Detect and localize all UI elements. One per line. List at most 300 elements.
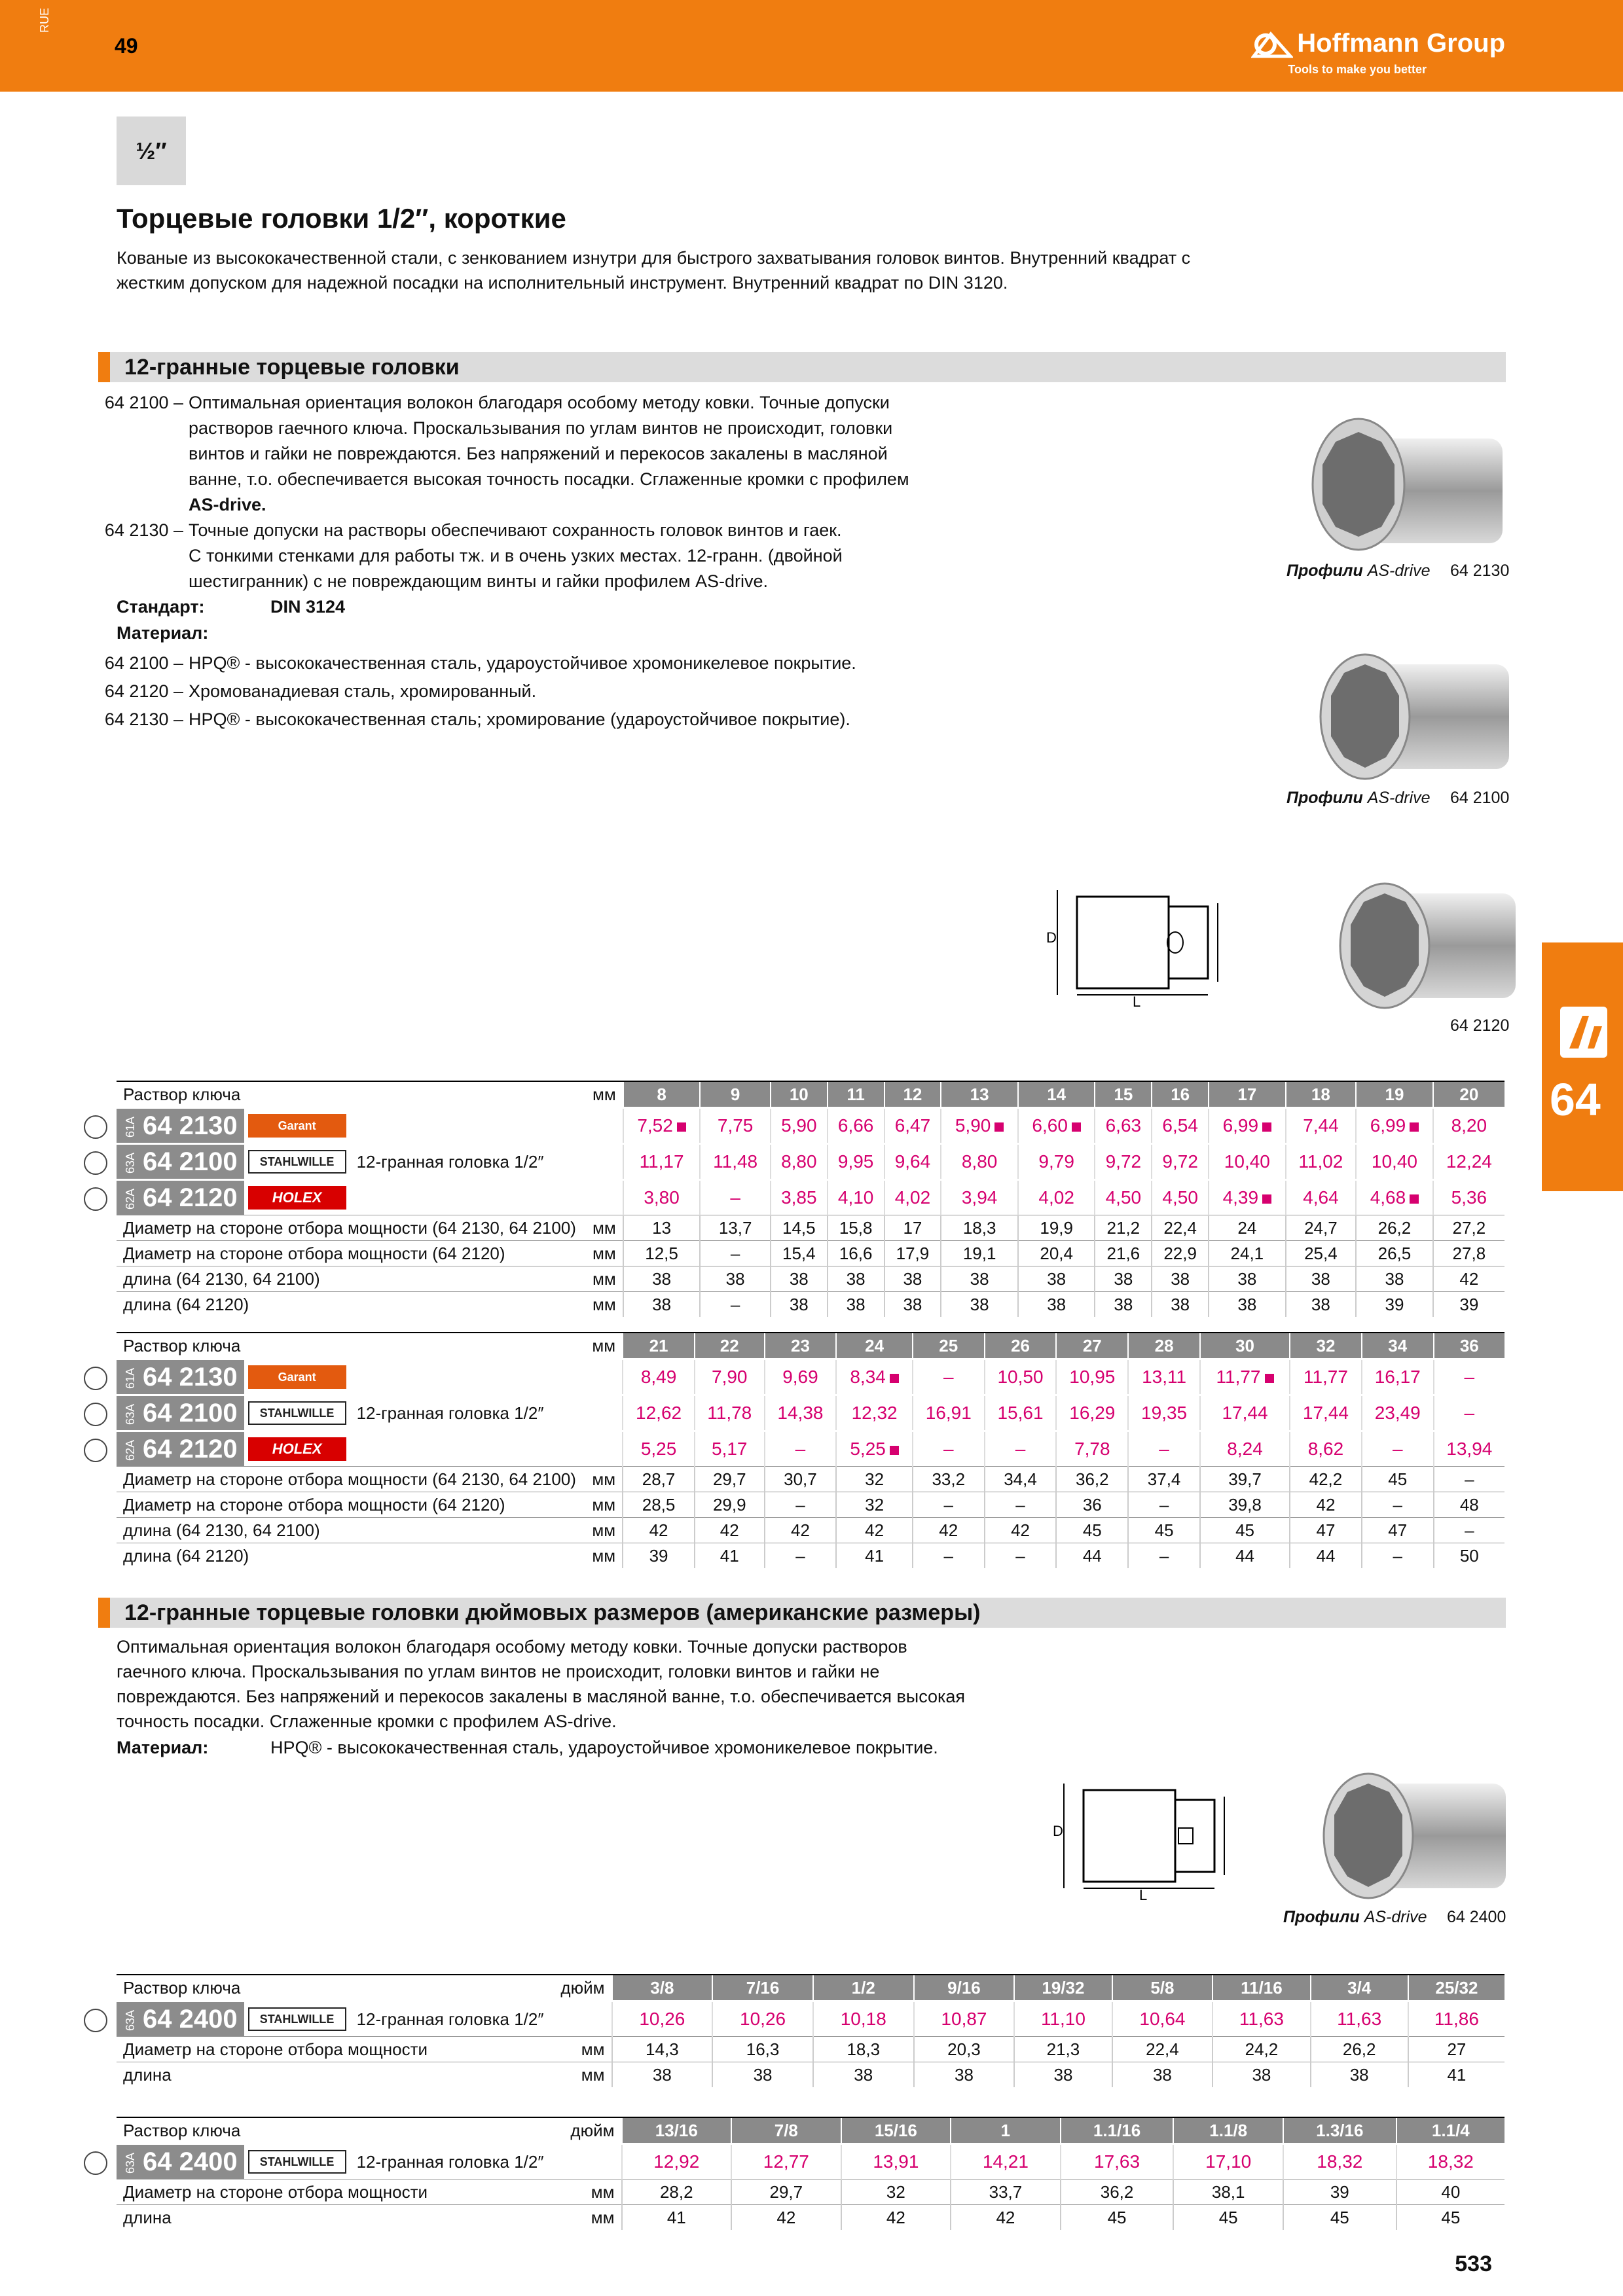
spec-value: 37,4: [1128, 1467, 1200, 1492]
price-value: 5,90: [781, 1115, 817, 1136]
product-name: 12-гранная головка 1/2″: [356, 2009, 544, 2029]
stock-marker: [1410, 1194, 1419, 1204]
spec-row: [117, 1266, 1504, 1292]
spec-value: 32: [841, 2179, 951, 2205]
dimension-drawing-inch: [1048, 1770, 1244, 1901]
brand-logo: Garant: [248, 1365, 346, 1389]
product-code-text: 64 2100: [143, 1147, 238, 1176]
product-cell: [117, 2001, 612, 2037]
price-cell: [1056, 1359, 1128, 1395]
stock-marker: [1262, 1122, 1271, 1132]
price-value: 4,39: [1222, 1187, 1259, 1208]
spec-value: 38: [1356, 1266, 1433, 1292]
price-cell: [612, 2001, 713, 2037]
price-value: 13,94: [1446, 1439, 1493, 1459]
product-code-text: 64 2400: [143, 2005, 238, 2034]
price-cell: [813, 2001, 914, 2037]
price-cell: [836, 1395, 913, 1431]
spec-value: 45: [1283, 2205, 1396, 2231]
item-code: 64 2130 –: [104, 520, 183, 540]
price-value: 10,87: [941, 2009, 987, 2029]
price-value: 11,86: [1434, 2009, 1479, 2029]
spec-value: 30,7: [765, 1467, 837, 1492]
price-value: 11,78: [707, 1403, 752, 1423]
size-cell: 25: [913, 1333, 985, 1359]
price-value: 5,17: [712, 1439, 748, 1459]
price-value: –: [1159, 1439, 1169, 1459]
size-table-1: [117, 1081, 1504, 1317]
price-value: 11,77: [1303, 1367, 1348, 1387]
spec-value: 48: [1434, 1492, 1504, 1518]
price-value: 10,40: [1224, 1151, 1270, 1172]
spec-value: 42: [913, 1518, 985, 1543]
price-value: 11,10: [1040, 2009, 1085, 2029]
page-number-right: 533: [1455, 2251, 1492, 2276]
image-caption: Профили AS-drive: [1286, 789, 1431, 807]
price-value: 14,38: [777, 1403, 824, 1423]
spec-row: [117, 1241, 1504, 1266]
spec-value: 33,7: [951, 2179, 1061, 2205]
price-value: 11,77: [1216, 1367, 1261, 1387]
price-value: 8,80: [961, 1151, 998, 1172]
size-cell: 11/16: [1213, 1975, 1310, 2001]
spec-unit: мм: [503, 2205, 622, 2231]
price-cell: [985, 1395, 1057, 1431]
svg-text:D: D: [1053, 1823, 1063, 1839]
product-cell: [117, 1180, 623, 1215]
price-value: 7,52: [637, 1115, 673, 1136]
price-cell: [1128, 1431, 1200, 1467]
price-cell: [1128, 1395, 1200, 1431]
product-identity: [117, 1432, 622, 1466]
product-row: [117, 1359, 1504, 1395]
spec-value: 12,5: [623, 1241, 701, 1266]
size-cell: 1.3/16: [1283, 2117, 1396, 2144]
price-cell: [700, 1108, 771, 1144]
spec-value: 39: [1356, 1292, 1433, 1318]
size-cell: 1.1/16: [1061, 2117, 1174, 2144]
spec-value: –: [1128, 1492, 1200, 1518]
price-value: 5,90: [955, 1115, 991, 1136]
price-cell: [941, 1180, 1018, 1215]
price-cell: [623, 1359, 695, 1395]
material-text: HPQ® - высококачественная сталь, ударoустойчивое хромоникелевое покрытие.: [189, 653, 856, 673]
price-cell: [1362, 1359, 1434, 1395]
spec-row: [117, 2062, 1504, 2088]
spec-value: 17: [884, 1215, 941, 1241]
socket-image-642130: [1306, 412, 1516, 556]
price-cell: [1128, 1359, 1200, 1395]
spec-value: 47: [1290, 1518, 1362, 1543]
size-cell: 1/2: [813, 1975, 914, 2001]
spec-value: 38: [1112, 2062, 1213, 2088]
spec-unit: мм: [576, 1543, 623, 1569]
spec-value: 38: [884, 1292, 941, 1318]
spec-unit: мм: [576, 1467, 623, 1492]
product-cell: [117, 2144, 622, 2179]
section1-description: [20, 390, 1067, 757]
table-header-row: [117, 2117, 1504, 2144]
spec-value: 13,7: [700, 1215, 771, 1241]
spec-value: 42: [1433, 1266, 1504, 1292]
spec-value: 16,3: [712, 2037, 813, 2062]
size-cell: 19: [1356, 1081, 1433, 1108]
price-cell: [771, 1144, 828, 1180]
price-cell: [941, 1144, 1018, 1180]
price-cell: [836, 1359, 913, 1395]
size-cell: 9/16: [914, 1975, 1015, 2001]
spec-value: 45: [1056, 1518, 1128, 1543]
product-subcode: 62A: [124, 1188, 137, 1210]
price-cell: [1434, 1395, 1504, 1431]
spec-label: Диаметр на стороне отбора мощности: [117, 2179, 503, 2205]
product-subcode: 63A: [124, 2152, 137, 2174]
spec-value: 20,3: [914, 2037, 1015, 2062]
price-cell: [1433, 1108, 1504, 1144]
svg-text:D: D: [1046, 929, 1057, 946]
spec-label: длина: [117, 2205, 503, 2231]
size-cell: 14: [1018, 1081, 1095, 1108]
price-value: 9,64: [894, 1151, 931, 1172]
product-row: [117, 1108, 1504, 1144]
spec-value: 45: [1396, 2205, 1504, 2231]
select-radio[interactable]: [84, 1439, 107, 1462]
price-value: 6,60: [1032, 1115, 1068, 1136]
spec-value: 38: [1286, 1266, 1357, 1292]
spec-value: 44: [1290, 1543, 1362, 1569]
price-cell: [1290, 1395, 1362, 1431]
section-title: 12-гранные торцевые головки дюймовых размеров (американские размеры): [124, 1600, 981, 1625]
size-cell: 28: [1128, 1333, 1200, 1359]
spec-value: 24,2: [1213, 2037, 1310, 2062]
price-value: 11,63: [1239, 2009, 1284, 2029]
product-code-text: 64 2120: [143, 1435, 238, 1463]
price-cell: [1018, 1144, 1095, 1180]
spec-label: Диаметр на стороне отбора мощности (64 2120): [117, 1241, 576, 1266]
product-subcode: 61A: [124, 1367, 137, 1389]
section2-description: Оптимальная ориентация волокон благодаря особому методу ковки. Точные допуски растворов гаечного ключа. Проскальзывания по углам винтов не происходит, головки винтов и гайки не повреждаются. Без напряжений и перекосов закалены в масляной ванне, т.о. обеспечивается высокая точность посадки. Сглаженные кромки с профилем AS-drive.: [117, 1637, 966, 1731]
select-radio[interactable]: [84, 2151, 107, 2175]
spec-value: 38: [1095, 1266, 1152, 1292]
price-value: 4,10: [837, 1187, 874, 1208]
price-value: 4,50: [1162, 1187, 1198, 1208]
spec-value: 20,4: [1018, 1241, 1095, 1266]
standard-label: Стандарт:: [117, 597, 205, 617]
price-value: 16,29: [1069, 1403, 1116, 1423]
price-value: 4,02: [1038, 1187, 1074, 1208]
spec-row: [117, 2179, 1504, 2205]
table-header-row: [117, 1081, 1504, 1108]
price-value: 7,90: [712, 1367, 748, 1387]
product-cell: [117, 1144, 623, 1180]
header-unit: дюйм: [503, 2117, 622, 2144]
price-value: 8,80: [781, 1151, 817, 1172]
page-title: Торцевые головки 1/2″, короткие: [117, 203, 566, 234]
price-value: –: [795, 1439, 806, 1459]
spec-value: 41: [622, 2205, 732, 2231]
price-cell: [771, 1180, 828, 1215]
price-value: 8,62: [1307, 1439, 1344, 1459]
select-radio[interactable]: [84, 1151, 107, 1175]
price-cell: [1286, 1144, 1357, 1180]
header-label: Раствор ключа: [117, 1975, 503, 2001]
size-table-inch-2: [117, 2117, 1504, 2230]
spec-label: Диаметр на стороне отбора мощности (64 2130, 64 2100): [117, 1215, 576, 1241]
material-text: HPQ® - высококачественная сталь, ударoустойчивое хромоникелевое покрытие.: [270, 1738, 938, 1757]
size-cell: 7/8: [731, 2117, 841, 2144]
spec-value: 38: [712, 2062, 813, 2088]
spec-value: 42: [951, 2205, 1061, 2231]
price-cell: [1095, 1108, 1152, 1144]
price-value: 9,72: [1105, 1151, 1142, 1172]
price-value: 11,17: [639, 1151, 684, 1172]
size-cell: 1.1/4: [1396, 2117, 1504, 2144]
spec-value: 39,8: [1200, 1492, 1290, 1518]
product-code: [117, 2145, 244, 2179]
price-cell: [1290, 1431, 1362, 1467]
spec-value: –: [913, 1543, 985, 1569]
price-cell: [913, 1431, 985, 1467]
header-unit: дюйм: [503, 1975, 612, 2001]
size-cell: 3/4: [1311, 1975, 1408, 2001]
spec-value: 38: [1311, 2062, 1408, 2088]
image-caption-number: 64 2120: [1450, 1016, 1510, 1035]
spec-row: [117, 1292, 1504, 1318]
price-cell: [1209, 1144, 1286, 1180]
price-cell: [828, 1180, 884, 1215]
brand-logo: Garant: [248, 1114, 346, 1138]
brand-logo: STAHLWILLE: [248, 1150, 346, 1174]
spec-value: 26,2: [1311, 2037, 1408, 2062]
spec-value: 38: [884, 1266, 941, 1292]
spec-value: 28,7: [623, 1467, 695, 1492]
spec-value: 27,2: [1433, 1215, 1504, 1241]
price-value: 17,10: [1205, 2151, 1252, 2172]
spec-value: 38,1: [1173, 2179, 1283, 2205]
spec-value: 45: [1128, 1518, 1200, 1543]
price-cell: [765, 1431, 837, 1467]
product-code-text: 64 2130: [143, 1363, 238, 1391]
stock-marker: [1410, 1122, 1419, 1132]
spec-value: 26,2: [1356, 1215, 1433, 1241]
chapter-tab: [1542, 942, 1623, 1191]
price-cell: [695, 1395, 765, 1431]
stock-marker: [1265, 1374, 1274, 1383]
spec-label: длина (64 2120): [117, 1543, 576, 1569]
price-value: 3,94: [961, 1187, 998, 1208]
spec-value: –: [985, 1543, 1057, 1569]
spec-value: 34,4: [985, 1467, 1057, 1492]
price-value: 17,44: [1222, 1403, 1268, 1423]
price-value: 6,66: [837, 1115, 874, 1136]
spec-value: 28,5: [623, 1492, 695, 1518]
price-cell: [1356, 1144, 1433, 1180]
socket-image-642100: [1313, 645, 1516, 782]
material-text: HPQ® - высококачественная сталь; хромирование (ударoустойчивое покрытие).: [189, 709, 850, 729]
price-value: 6,63: [1105, 1115, 1142, 1136]
size-cell: 15/16: [841, 2117, 951, 2144]
intro-line: жестким допуском для надежной посадки на исполнительный инструмент. Внутренний квадрат по DIN 3120.: [117, 273, 1008, 293]
spec-value: 16,6: [828, 1241, 884, 1266]
spec-unit: мм: [576, 1492, 623, 1518]
brand-logo: STAHLWILLE: [248, 2150, 346, 2174]
page-number-left: 49: [115, 34, 138, 58]
product-cell: [117, 1359, 623, 1395]
price-cell: [1286, 1108, 1357, 1144]
price-cell: [1213, 2001, 1310, 2037]
product-subcode: 63A: [124, 2009, 137, 2031]
spec-value: 38: [612, 2062, 713, 2088]
size-cell: 17: [1209, 1081, 1286, 1108]
material-code: 64 2130 –: [104, 709, 183, 729]
spec-value: 38: [1152, 1292, 1209, 1318]
price-cell: [1362, 1395, 1434, 1431]
price-cell: [914, 2001, 1015, 2037]
spec-unit: мм: [503, 2037, 612, 2062]
price-cell: [1209, 1108, 1286, 1144]
product-code-text: 64 2120: [143, 1183, 238, 1212]
table-header-row: [117, 1333, 1504, 1359]
product-code: [117, 1181, 244, 1215]
size-cell: 3/8: [612, 1975, 713, 2001]
price-value: –: [943, 1439, 954, 1459]
brand-logo: HOLEX: [248, 1186, 346, 1210]
size-cell: 10: [771, 1081, 828, 1108]
price-cell: [700, 1180, 771, 1215]
size-cell: 36: [1434, 1333, 1504, 1359]
spec-value: 29,9: [695, 1492, 765, 1518]
price-cell: [1356, 1108, 1433, 1144]
price-value: –: [943, 1367, 954, 1387]
size-cell: 11: [828, 1081, 884, 1108]
spec-value: 38: [623, 1266, 701, 1292]
spec-value: 41: [836, 1543, 913, 1569]
select-radio[interactable]: [84, 1403, 107, 1426]
spec-label: Диаметр на стороне отбора мощности (64 2130, 64 2100): [117, 1467, 576, 1492]
spec-value: 38: [941, 1266, 1018, 1292]
material-code: 64 2100 –: [104, 653, 183, 673]
spec-value: 33,2: [913, 1467, 985, 1492]
product-identity: [117, 2002, 611, 2036]
price-cell: [1112, 2001, 1213, 2037]
spec-row: [117, 2205, 1504, 2231]
brand-logo: STAHLWILLE: [248, 1401, 346, 1425]
select-radio[interactable]: [84, 1115, 107, 1139]
spec-value: 17,9: [884, 1241, 941, 1266]
product-cell: [117, 1395, 623, 1431]
price-value: 7,75: [717, 1115, 754, 1136]
spec-value: 13: [623, 1215, 701, 1241]
spec-value: 27,8: [1433, 1241, 1504, 1266]
spec-value: 22,4: [1112, 2037, 1213, 2062]
spec-value: 38: [771, 1266, 828, 1292]
product-subcode: 63A: [124, 1152, 137, 1174]
product-name: 12-гранная головка 1/2″: [356, 1403, 544, 1423]
price-value: 7,44: [1303, 1115, 1339, 1136]
price-cell: [1434, 1359, 1504, 1395]
price-value: 18,32: [1317, 2151, 1363, 2172]
section-marker: [98, 1598, 110, 1628]
header-label: Раствор ключа: [117, 1333, 576, 1359]
price-cell: [985, 1359, 1057, 1395]
spec-label: Диаметр на стороне отбора мощности (64 2120): [117, 1492, 576, 1518]
spec-value: 38: [1018, 1292, 1095, 1318]
price-cell: [1018, 1180, 1095, 1215]
size-cell: 27: [1056, 1333, 1128, 1359]
size-cell: 7/16: [712, 1975, 813, 2001]
product-identity: [117, 1145, 623, 1179]
chapter-number: 64: [1550, 1074, 1601, 1125]
spec-value: 38: [1014, 2062, 1112, 2088]
price-cell: [1290, 1359, 1362, 1395]
image-caption-number: 64 2400: [1447, 1908, 1506, 1926]
spec-value: 38: [828, 1292, 884, 1318]
size-cell: 34: [1362, 1333, 1434, 1359]
spec-row: [117, 1215, 1504, 1241]
product-code: [117, 1432, 244, 1466]
select-radio[interactable]: [84, 1367, 107, 1390]
spec-unit: мм: [576, 1292, 623, 1318]
price-value: 16,17: [1374, 1367, 1421, 1387]
price-value: 10,64: [1139, 2009, 1186, 2029]
spec-value: 24: [1209, 1215, 1286, 1241]
spec-value: –: [765, 1492, 837, 1518]
select-radio[interactable]: [84, 1187, 107, 1211]
spec-value: 44: [1056, 1543, 1128, 1569]
spec-value: 45: [1173, 2205, 1283, 2231]
spec-value: 24,1: [1209, 1241, 1286, 1266]
price-cell: [884, 1108, 941, 1144]
dimension-drawing: [1041, 877, 1237, 1008]
size-cell: 19/32: [1014, 1975, 1112, 2001]
size-cell: 30: [1200, 1333, 1290, 1359]
price-cell: [841, 2144, 951, 2179]
spec-label: длина: [117, 2062, 503, 2088]
price-value: 10,26: [639, 2009, 685, 2029]
spec-row: [117, 1467, 1504, 1492]
stock-marker: [994, 1122, 1004, 1132]
spec-value: 42: [1290, 1492, 1362, 1518]
spec-value: 42: [695, 1518, 765, 1543]
spec-value: 41: [695, 1543, 765, 1569]
spec-value: 29,7: [731, 2179, 841, 2205]
price-cell: [1434, 1431, 1504, 1467]
spec-value: 38: [1095, 1292, 1152, 1318]
header-unit: мм: [576, 1333, 623, 1359]
price-cell: [623, 1108, 701, 1144]
price-value: 8,20: [1451, 1115, 1487, 1136]
size-cell: 25/32: [1408, 1975, 1504, 2001]
price-value: 11,63: [1337, 2009, 1382, 2029]
price-cell: [695, 1431, 765, 1467]
product-cell: [117, 1431, 623, 1467]
select-radio[interactable]: [84, 2009, 107, 2032]
price-value: –: [730, 1187, 740, 1208]
price-cell: [765, 1395, 837, 1431]
price-cell: [1152, 1180, 1209, 1215]
price-value: –: [1392, 1439, 1403, 1459]
spec-value: 40: [1396, 2179, 1504, 2205]
spec-value: –: [765, 1543, 837, 1569]
price-value: 8,49: [640, 1367, 677, 1387]
price-cell: [765, 1359, 837, 1395]
spec-value: 44: [1200, 1543, 1290, 1569]
spec-value: 38: [771, 1292, 828, 1318]
size-cell: 13: [941, 1081, 1018, 1108]
spec-value: 42: [623, 1518, 695, 1543]
price-cell: [623, 1431, 695, 1467]
spec-value: 25,4: [1286, 1241, 1357, 1266]
